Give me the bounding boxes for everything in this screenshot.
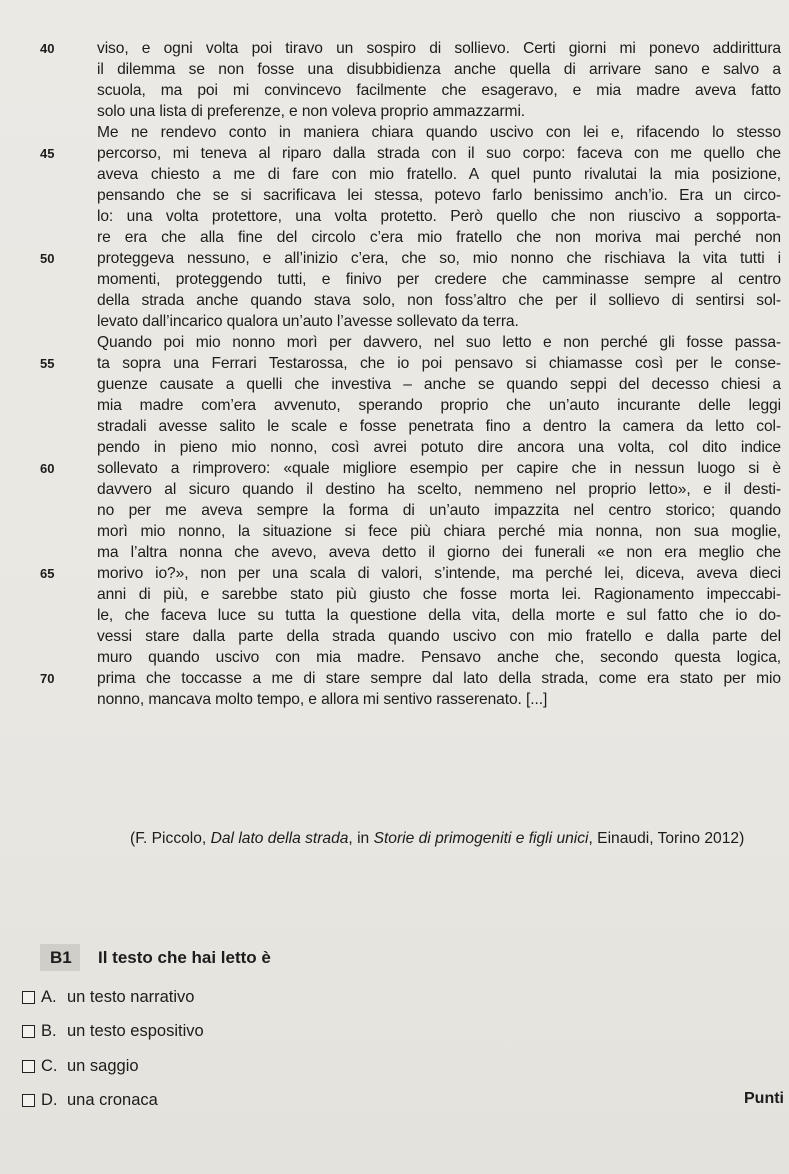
line-number: 65 (40, 566, 55, 581)
citation-publisher: , Einaudi, Torino 2012) (588, 830, 745, 847)
option-letter: D. (41, 1090, 58, 1109)
answer-option[interactable] (22, 985, 195, 1009)
answer-option[interactable] (22, 1088, 158, 1112)
passage-line: davvero al sicuro quando il destino ha scelto, nemmeno nel proprio letto», e il desti- (97, 481, 781, 498)
line-number: 50 (40, 251, 55, 266)
passage-line: pendo in pieno mio nonno, così avrei potuto dire ancora una volta, col dito indice (97, 439, 781, 456)
option-text: una cronaca (67, 1090, 158, 1109)
passage-line: levato dall’incarico qualora un’auto l’avesse sollevato da terra. (97, 313, 519, 330)
passage-line: ma l’altra nonna che avevo, aveva detto il giorno dei funerali «e non era meglio che (97, 544, 781, 561)
passage-line: le, che faceva luce su tutta la questione della vita, della morte e sul fatto che io do- (97, 607, 781, 624)
passage-line: sollevato a rimprovero: «quale migliore esempio per capire che in nessun luogo si è (97, 460, 781, 477)
option-letter: B. (41, 1021, 57, 1040)
passage-line: ta sopra una Ferrari Testarossa, che io poi pensavo si chiamasse così per le conse- (97, 355, 781, 372)
passage-line: percorso, mi teneva al riparo dalla strada con il suo corpo: faceva con me quello che (97, 145, 781, 162)
passage-line: anni di più, e sarebbe stato più giusto che fosse morta lei. Ragionamento impeccabi- (97, 586, 781, 603)
passage-line: viso, e ogni volta poi tiravo un sospiro di sollievo. Certi giorni mi ponevo addirittura (97, 40, 781, 57)
passage-line: nonno, mancava molto tempo, e allora mi sentivo rasserenato. [...] (97, 691, 548, 708)
line-number: 60 (40, 461, 55, 476)
citation-book: Storie di primogeniti e figli unici (373, 830, 589, 847)
passage-line: prima che toccasse a me di stare sempre dal lato della strada, come era stato per mio (97, 670, 781, 687)
passage-line: proteggeva nessuno, e all’inizio c’era, che so, mio nonno che rischiava la vita tutti i (97, 250, 781, 267)
passage-line: pensando che se si sacrificava lei stessa, potevo farlo benissimo anch’io. Era un circo- (97, 187, 781, 204)
passage-line: mia madre com’era avvenuto, sperando proprio che un’auto incurante delle leggi (97, 397, 781, 414)
answer-option[interactable] (22, 1054, 139, 1078)
citation-title: Dal lato della strada (210, 830, 349, 847)
option-letter: A. (41, 987, 57, 1006)
line-number: 45 (40, 146, 55, 161)
passage-line: scuola, ma poi mi convincevo facilmente che esageravo, e mia madre aveva fatto (97, 82, 781, 99)
checkbox[interactable] (22, 1094, 35, 1107)
answer-option[interactable] (22, 1019, 204, 1043)
line-number: 55 (40, 356, 55, 371)
passage-line: no per me aveva sempre la forma di un’auto impazzita nel centro storico; quando (97, 502, 781, 519)
passage-line: della strada anche quando stava solo, non foss’altro che per il sollievo di sentirsi sol- (97, 292, 781, 309)
option-text: un testo narrativo (67, 987, 195, 1006)
passage-line: morivo io?», non per una scala di valori, s’intende, ma perché lei, diceva, aveva dieci (97, 565, 781, 582)
passage-line: muro quando uscivo con mia madre. Pensavo anche che, secondo questa logica, (97, 649, 781, 666)
passage-line: solo una lista di preferenze, e non voleva proprio ammazzarmi. (97, 103, 526, 120)
question-title: Il testo che hai letto è (98, 948, 271, 967)
bleed-through-texture (0, 860, 789, 894)
passage-line: Me ne rendevo conto in maniera chiara quando uscivo con lei e, rifacendo lo stesso (97, 124, 781, 141)
score-label: Punti (744, 1090, 784, 1107)
line-number: 40 (40, 41, 55, 56)
passage-line: momenti, proteggendo tutti, e finivo per credere che camminasse sempre al centro (97, 271, 781, 288)
passage-line: stradali avesse salito le scale e fosse penetrata fino a dentro la camera da letto col- (97, 418, 781, 435)
passage-line: guenze causate a quelli che investiva – anche se quando seppi del decesso chiesi a (97, 376, 781, 393)
passage-line: aveva chiesto a me di fare con mio fratello. A quel punto rivalutai la mia posizione, (97, 166, 781, 183)
checkbox[interactable] (22, 991, 35, 1004)
option-text: un saggio (67, 1056, 139, 1075)
option-text: un testo espositivo (67, 1021, 204, 1040)
passage-line: Quando poi mio nonno morì per davvero, nel suo letto e non perché gli fosse passa- (97, 334, 781, 351)
option-letter: C. (41, 1056, 58, 1075)
checkbox[interactable] (22, 1060, 35, 1073)
citation-connector: , in (348, 830, 374, 847)
citation-author: (F. Piccolo, (130, 830, 211, 847)
checkbox[interactable] (22, 1025, 35, 1038)
passage-line: lo: una volta protettore, una volta protetto. Però quello che non riuscivo a sopporta- (97, 208, 781, 225)
passage-line: il dilemma se non fosse una disubbidienza anche quella di arrivare sano e salvo a (97, 61, 781, 78)
question-tag: B1 (40, 944, 80, 971)
passage-line: re era che alla fine del circolo c’era mio fratello che non moriva mai perché non (97, 229, 781, 246)
line-number: 70 (40, 671, 55, 686)
passage-line: vessi stare dalla parte della strada quando uscivo con mio fratello e dalla parte del (97, 628, 781, 645)
source-citation (130, 828, 789, 849)
passage-line: morì mio nonno, la situazione si fece più chiara perché mia nonna, non sua moglie, (97, 523, 781, 540)
